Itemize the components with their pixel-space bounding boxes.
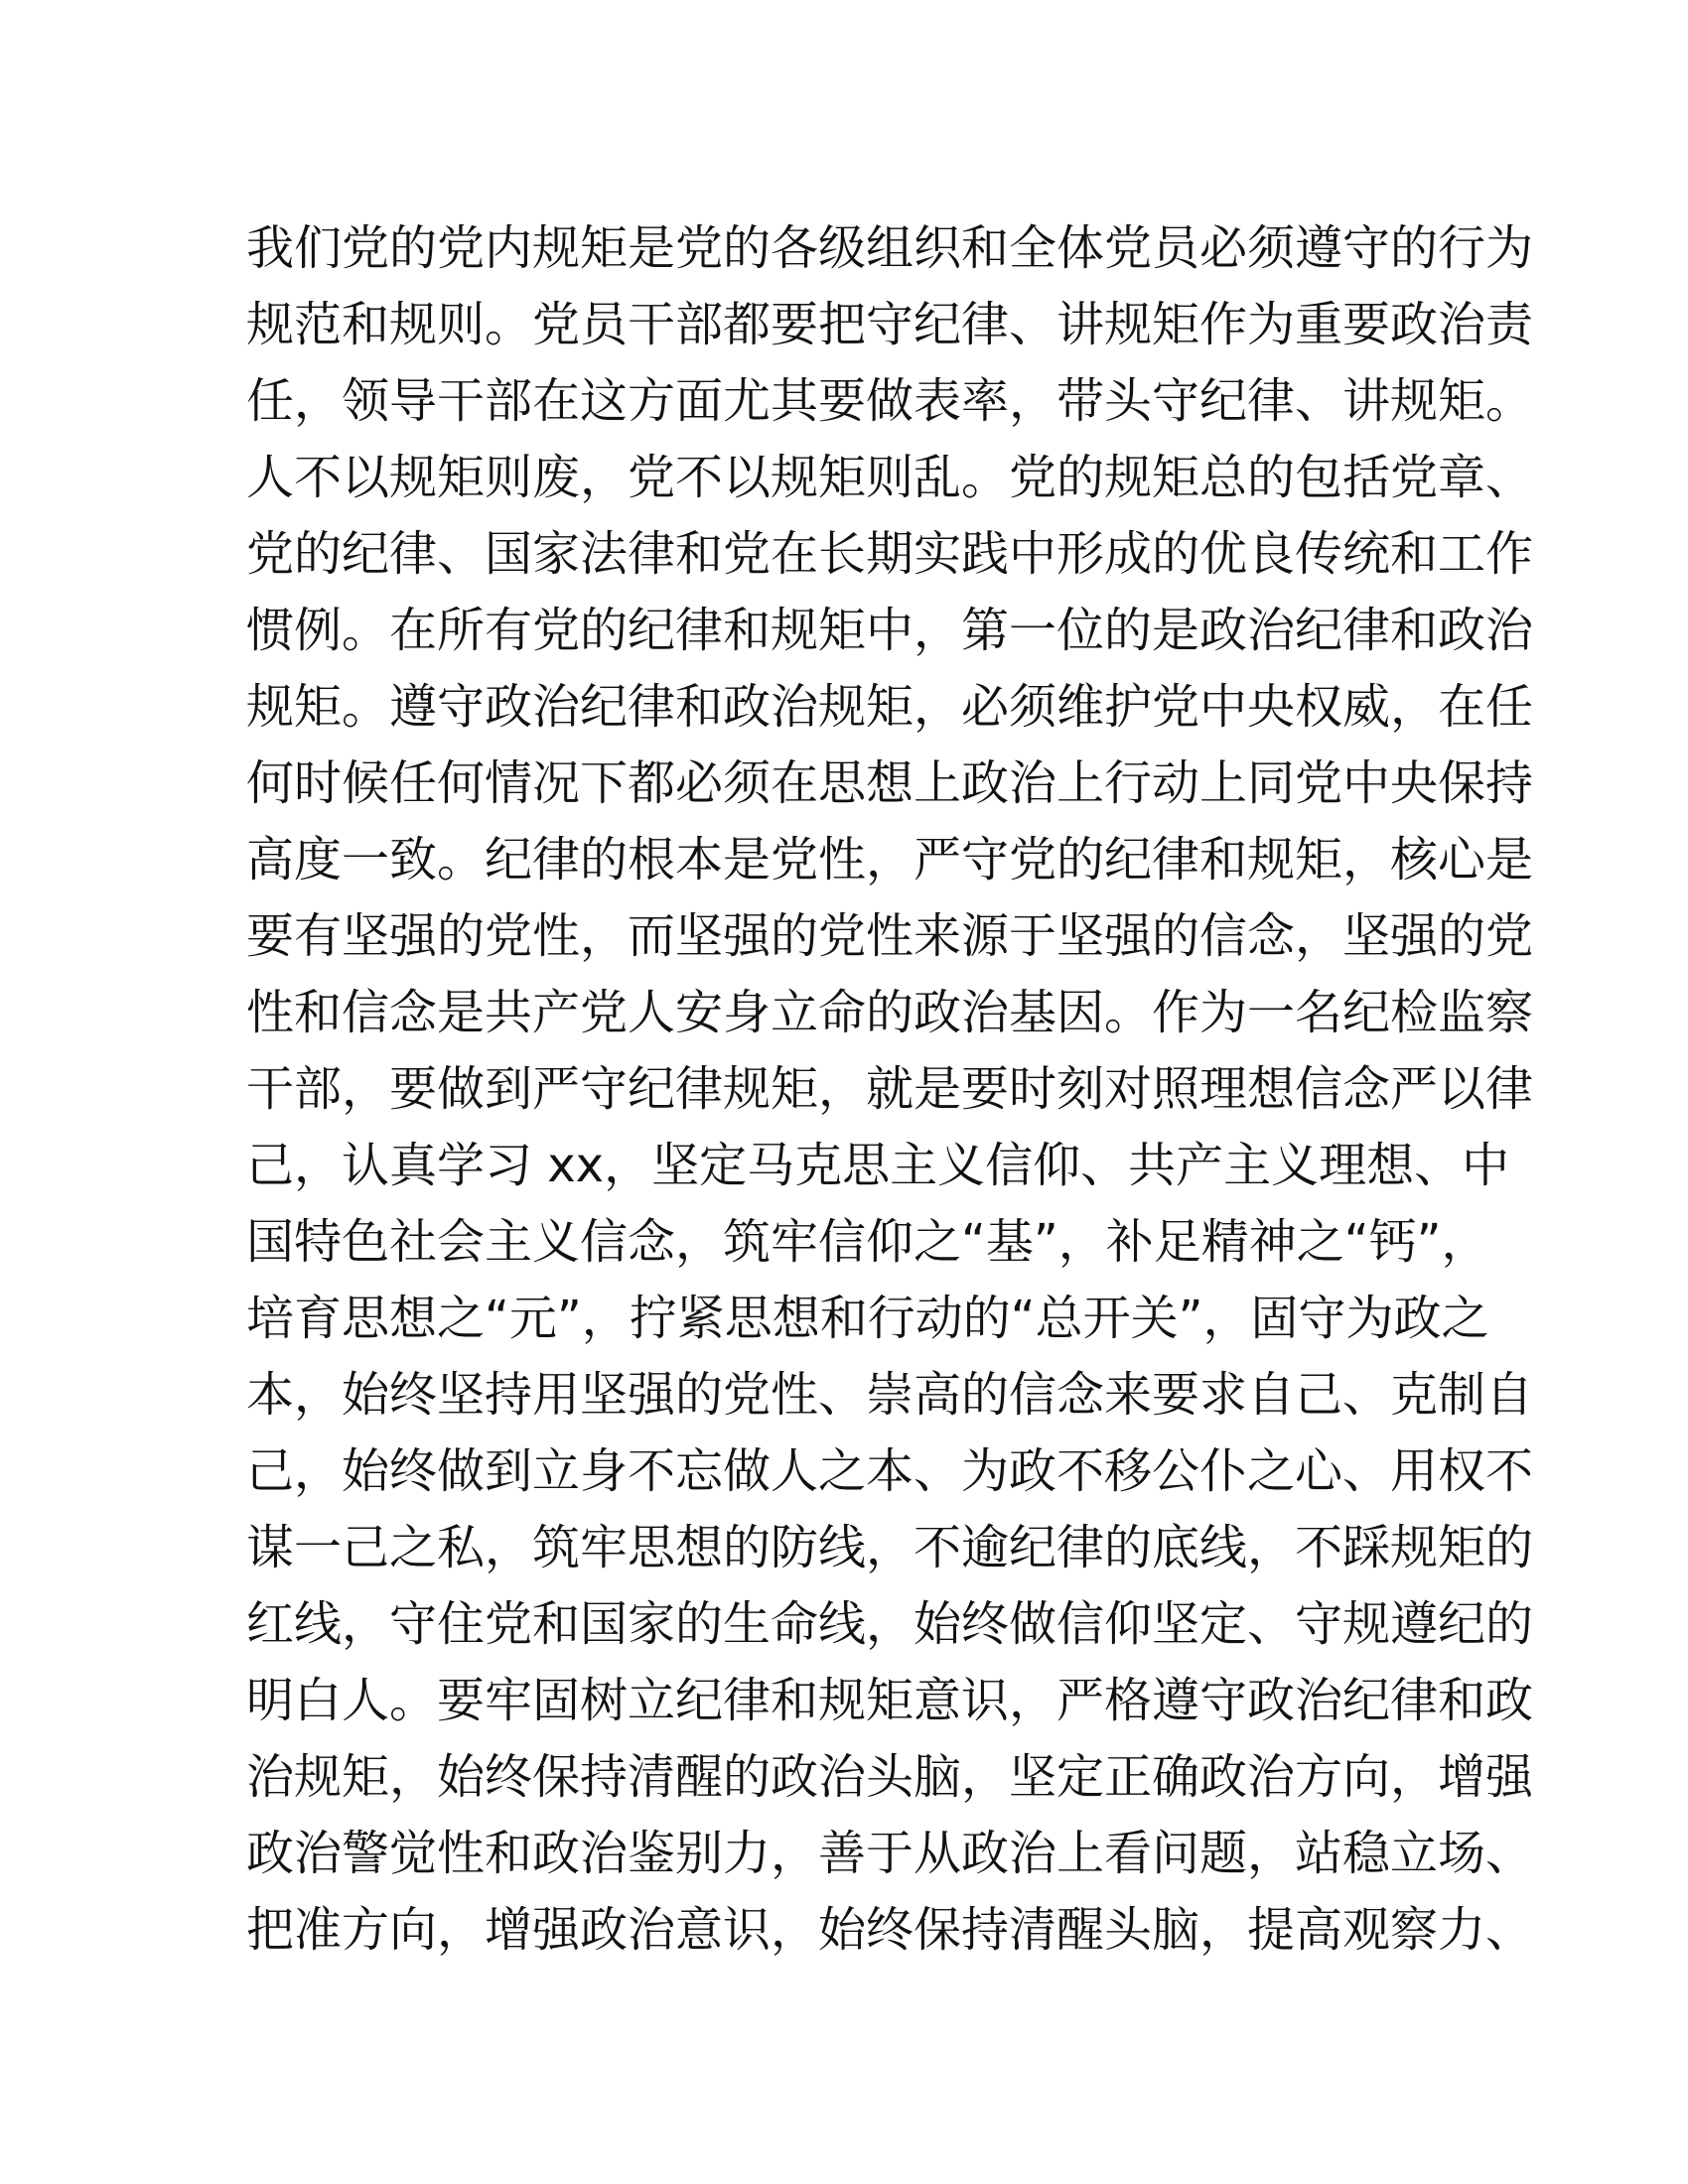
text-line: 我们党的党内规矩是党的各级组织和全体党员必须遵守的行为: [246, 220, 1534, 276]
text-line: 培育思想之“元”，拧紧思想和行动的“总开关”，固守为政之: [246, 1291, 1489, 1346]
text-line: 己，始终做到立身不忘做人之本、为政不移公仆之心、用权不: [246, 1443, 1534, 1499]
text-line: 明白人。要牢固树立纪律和规矩意识，严格遵守政治纪律和政: [246, 1673, 1534, 1728]
text-line: 惯例。在所有党的纪律和规矩中，第一位的是政治纪律和政治: [246, 603, 1534, 658]
text-line: 红线，守住党和国家的生命线，始终做信仰坚定、守规遵纪的: [246, 1596, 1534, 1652]
text-line: 性和信念是共产党人安身立命的政治基因。作为一名纪检监察: [246, 985, 1534, 1040]
text-line: 政治警觉性和政治鉴别力，善于从政治上看问题，站稳立场、: [246, 1826, 1534, 1881]
text-line: 规范和规则。党员干部都要把守纪律、讲规矩作为重要政治责: [246, 297, 1534, 352]
text-line: 人不以规矩则废，党不以规矩则乱。党的规矩总的包括党章、: [246, 450, 1534, 505]
text-line: 规矩。遵守政治纪律和政治规矩，必须维护党中央权威，在任: [246, 679, 1534, 735]
text-line: 本，始终坚持用坚强的党性、崇高的信念来要求自己、克制自: [246, 1367, 1534, 1423]
text-line: 任，领导干部在这方面尤其要做表率，带头守纪律、讲规矩。: [246, 373, 1534, 429]
body-paragraph: [246, 210, 1534, 1969]
text-line: 谋一己之私，筑牢思想的防线，不逾纪律的底线，不踩规矩的: [246, 1520, 1534, 1575]
text-line: 要有坚强的党性，而坚强的党性来源于坚强的信念，坚强的党: [246, 908, 1534, 964]
text-line: 治规矩，始终保持清醒的政治头脑，坚定正确政治方向，增强: [246, 1749, 1534, 1805]
text-line: 干部，要做到严守纪律规矩，就是要时刻对照理想信念严以律: [246, 1061, 1534, 1117]
text-line: 党的纪律、国家法律和党在长期实践中形成的优良传统和工作: [246, 526, 1534, 582]
text-line: 把准方向，增强政治意识，始终保持清醒头脑，提高观察力、: [246, 1902, 1534, 1958]
text-line: 何时候任何情况下都必须在思想上政治上行动上同党中央保持: [246, 755, 1534, 811]
text-line: 己，认真学习 xx，坚定马克思主义信仰、共产主义理想、中: [246, 1138, 1510, 1193]
text-line: 国特色社会主义信念，筑牢信仰之“基”，补足精神之“钙”，: [246, 1214, 1489, 1270]
text-line: 高度一致。纪律的根本是党性，严守党的纪律和规矩，核心是: [246, 832, 1534, 887]
